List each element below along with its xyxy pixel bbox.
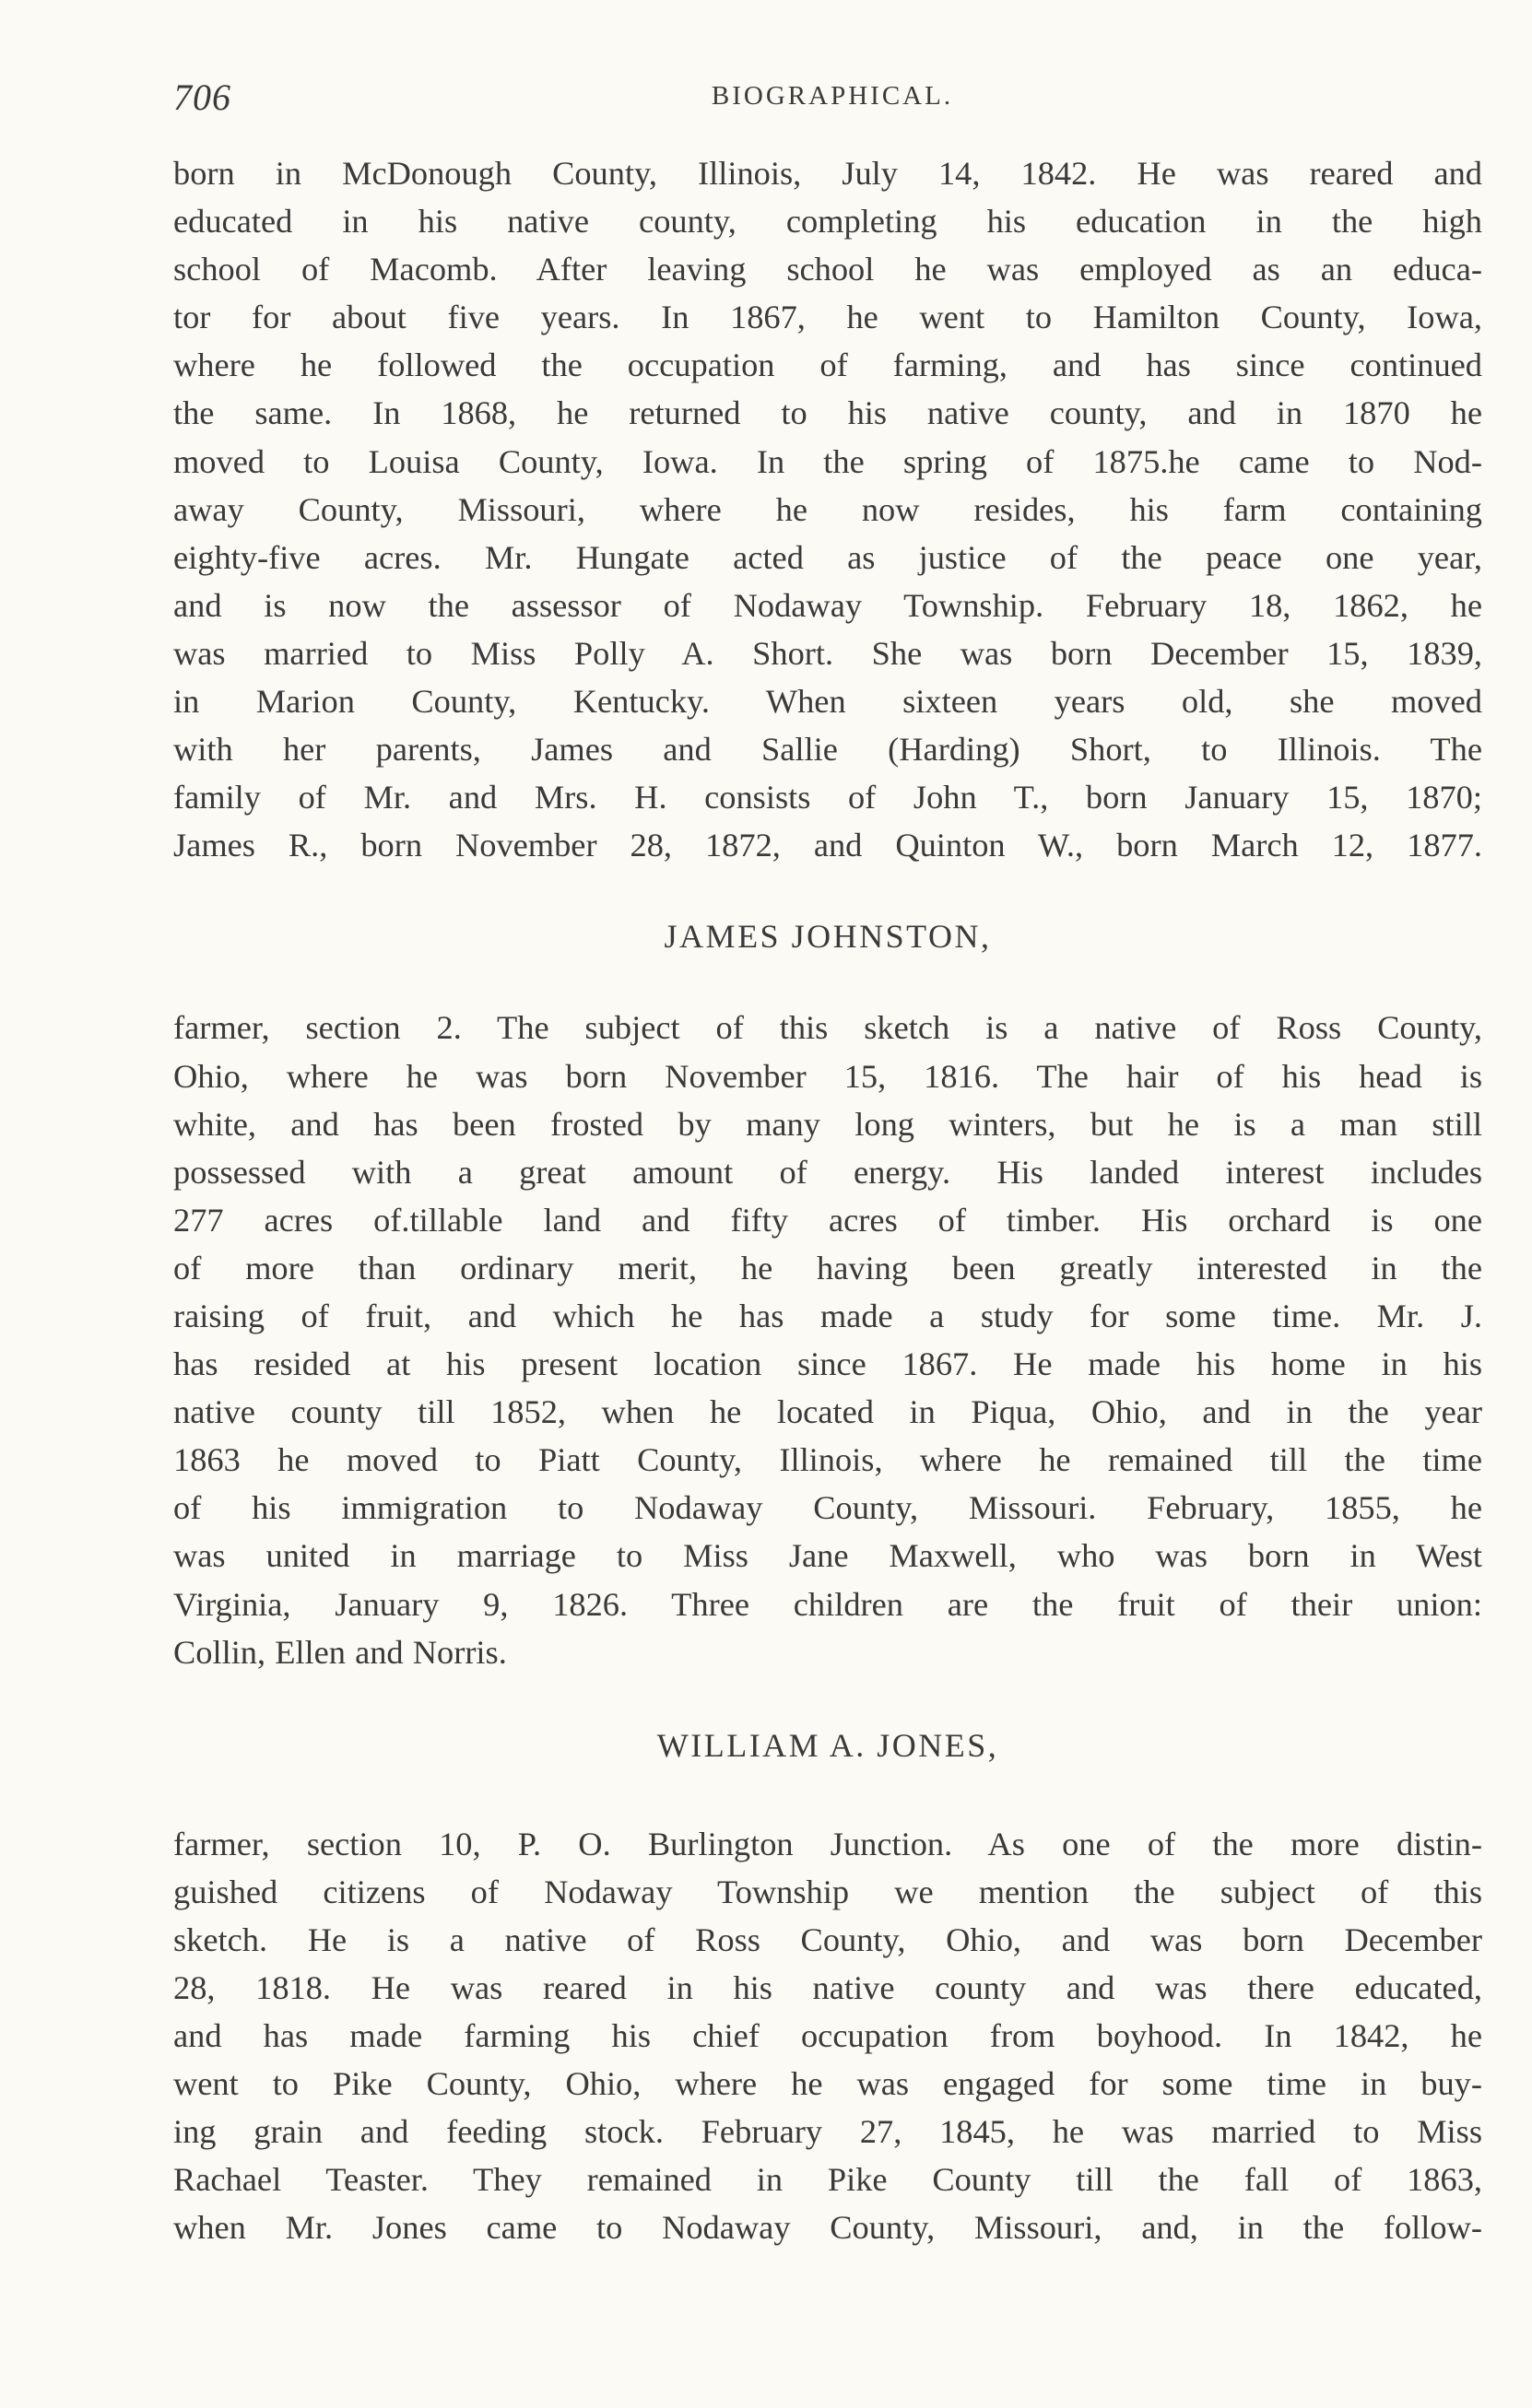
text-line: away County, Missouri, where he now resides, his farm containing bbox=[173, 490, 1482, 528]
text-line: was united in marriage to Miss Jane Maxwell, who was born in West bbox=[173, 1537, 1482, 1575]
text-line: with her parents, James and Sallie (Harding) Short, to Illinois. The bbox=[173, 731, 1482, 769]
text-line: possessed with a great amount of energy. His landed interest includes bbox=[173, 1153, 1482, 1191]
text-line: went to Pike County, Ohio, where he was engaged for some time in buy- bbox=[173, 2065, 1482, 2103]
text-line: tor for about five years. In 1867, he went to Hamilton County, Iowa, bbox=[173, 299, 1482, 336]
text-line: Rachael Teaster. They remained in Pike County till the fall of 1863, bbox=[173, 2161, 1482, 2199]
section-heading-william-a-jones: WILLIAM A. JONES, bbox=[656, 1726, 999, 1764]
text-line: Virginia, January 9, 1826. Three children are the fruit of their union: bbox=[173, 1585, 1482, 1623]
page-body bbox=[173, 149, 1482, 2252]
text-line: has resided at his present location since 1867. He made his home in his bbox=[173, 1345, 1482, 1383]
text-line: eighty-five acres. Mr. Hungate acted as justice of the peace one year, bbox=[173, 538, 1482, 576]
text-line: farmer, section 10, P. O. Burlington Junction. As one of the more distin- bbox=[173, 1825, 1482, 1862]
text-line: of his immigration to Nodaway County, Missouri. February, 1855, he bbox=[173, 1489, 1482, 1527]
text-line: Collin, Ellen and Norris. bbox=[173, 1633, 507, 1671]
text-line: when Mr. Jones came to Nodaway County, Missouri, and, in the follow- bbox=[173, 2209, 1482, 2247]
text-line: family of Mr. and Mrs. H. consists of John T., born January 15, 1870; bbox=[173, 779, 1482, 816]
text-line: sketch. He is a native of Ross County, Ohio, and was born December bbox=[173, 1921, 1482, 1958]
text-line: educated in his native county, completing his education in the high bbox=[173, 203, 1482, 241]
text-line: 28, 1818. He was reared in his native county and was there educated, bbox=[173, 1969, 1482, 2006]
text-line: Ohio, where he was born November 15, 1816. The hair of his head is bbox=[173, 1057, 1482, 1095]
text-line: 1863 he moved to Piatt County, Illinois, where he remained till the time bbox=[173, 1441, 1482, 1479]
section-heading-james-johnston: JAMES JOHNSTON, bbox=[664, 918, 992, 956]
intro-paragraph bbox=[173, 149, 1482, 869]
text-line: born in McDonough County, Illinois, July 14, 1842. He was reared and bbox=[173, 155, 1482, 192]
text-line: guished citizens of Nodaway Township we mention the subject of this bbox=[173, 1873, 1482, 1910]
text-line: and is now the assessor of Nodaway Township. February 18, 1862, he bbox=[173, 586, 1482, 624]
page-header bbox=[173, 76, 1491, 131]
text-line: moved to Louisa County, Iowa. In the spring of 1875.he came to Nod- bbox=[173, 442, 1482, 480]
text-line: where he followed the occupation of farming, and has since continued bbox=[173, 347, 1482, 384]
text-line: native county till 1852, when he located in Piqua, Ohio, and in the year bbox=[173, 1393, 1482, 1431]
text-line: ing grain and feeding stock. February 27, 1845, he was married to Miss bbox=[173, 2113, 1482, 2151]
text-line: raising of fruit, and which he has made a study for some time. Mr. J. bbox=[173, 1297, 1482, 1334]
text-line: 277 acres of.tillable land and fifty acres of timber. His orchard is one bbox=[173, 1201, 1482, 1239]
text-line: was married to Miss Polly A. Short. She was born December 15, 1839, bbox=[173, 634, 1482, 672]
running-head: BIOGRAPHICAL. bbox=[711, 81, 954, 111]
text-line: James R., born November 28, 1872, and Quinton W., born March 12, 1877. bbox=[173, 827, 1482, 864]
text-line: farmer, section 2. The subject of this sketch is a native of Ross County, bbox=[173, 1009, 1482, 1047]
biography-william-a-jones bbox=[173, 1820, 1482, 2252]
text-line: white, and has been frosted by many long winters, but he is a man still bbox=[173, 1105, 1482, 1143]
biography-james-johnston bbox=[173, 1004, 1482, 1675]
text-line: the same. In 1868, he returned to his native county, and in 1870 he bbox=[173, 394, 1482, 432]
text-line: in Marion County, Kentucky. When sixteen years old, she moved bbox=[173, 683, 1482, 721]
text-line: of more than ordinary merit, he having been greatly interested in the bbox=[173, 1249, 1482, 1286]
text-line: and has made farming his chief occupation from boyhood. In 1842, he bbox=[173, 2017, 1482, 2055]
text-line: school of Macomb. After leaving school he was employed as an educa- bbox=[173, 251, 1482, 288]
page-number: 706 bbox=[173, 76, 231, 118]
